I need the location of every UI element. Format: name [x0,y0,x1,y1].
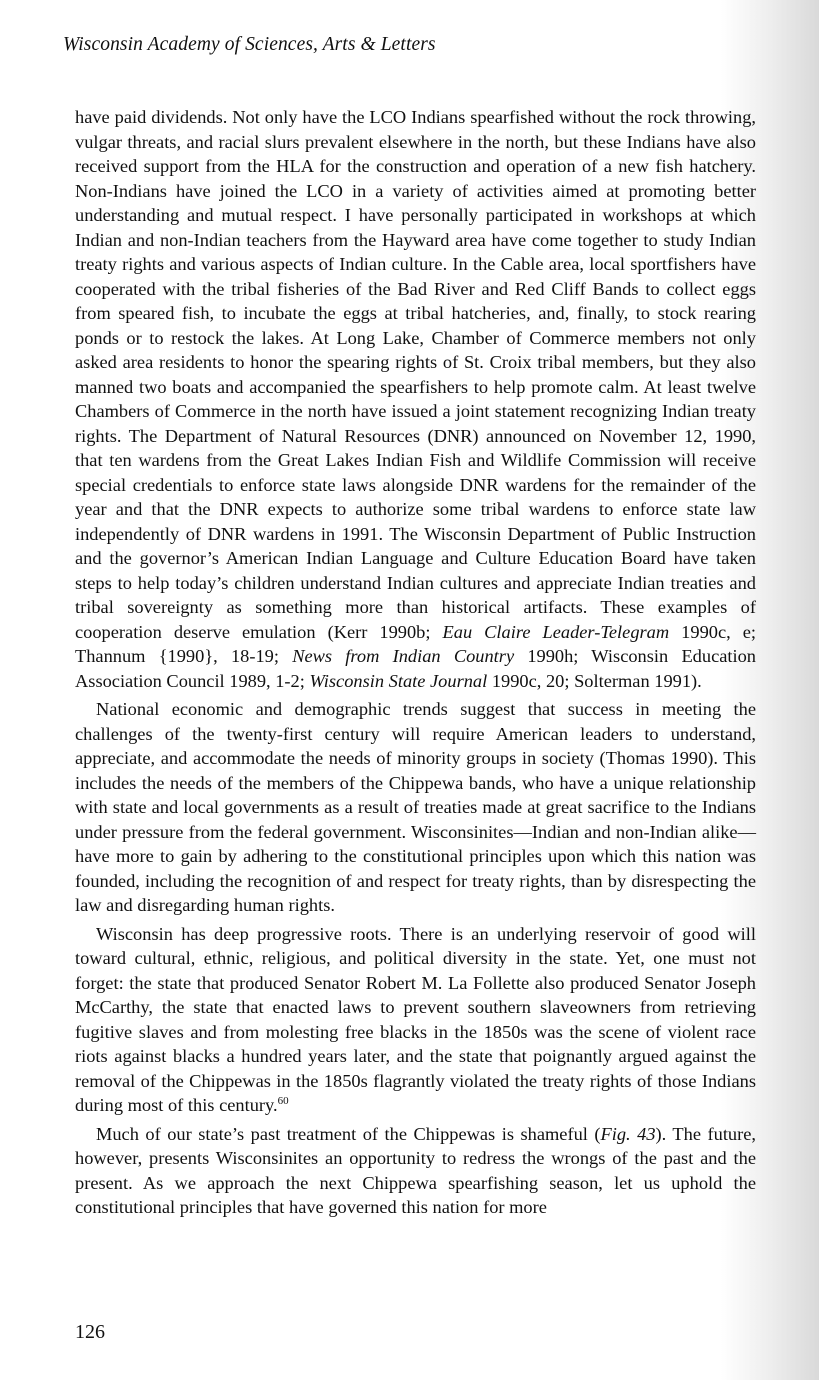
figure-reference: Fig. 43 [600,1123,656,1144]
paragraph-1-text-d: 1990c, 20; Solterman 1991). [487,670,702,691]
paragraph-3-text: Wisconsin has deep progressive roots. There is an underlying reservoir of good will toward cultural, ethnic, religious, and political diversity in the state. Yet, one must not forget: the state that produced Senator Robert M. La Follette also produced Senator Joseph McCarthy, the state that enacted laws to prevent southern slaveowners from retrieving fugitive slaves and from molesting free blacks in the 1850s was the scene of violent race riots against blacks a hundred years later, and the state that poignantly argued against the removal of the Chippewas in the 1850s flagrantly violated the treaty rights of those Indians during most of this century. [75,923,756,1115]
paragraph-2: National economic and demographic trends suggest that success in meeting the challenges of the twenty-first century will require American leaders to understand, appreciate, and accommodate the needs of minority groups in society (Thomas 1990). This includes the needs of the members of the Chippewa bands, who have a unique relationship with state and local governments as a result of treaties made at great sacrifice to the Indians under pressure from the federal government. Wisconsinites—Indian and non-Indian alike—have more to gain by adhering to the constitutional principles upon which this nation was founded, including the recognition of and respect for treaty rights, than by disrespecting the law and disregarding human rights. [75,699,756,915]
paragraph-3 [75,922,756,1118]
citation-eau-claire: Eau Claire Leader-Telegram [442,621,670,642]
paragraph-1-text-c: 1990h; Wisconsin Education Association Council 1989, 1-2; [75,646,756,691]
paragraph-1 [75,105,756,693]
page-number: 126 [75,1321,105,1343]
body-text [75,105,756,1224]
paragraph-4-text-b: ). The future, however, presents Wisconsinites an opportunity to redress the wrongs of the past and the present. As we approach the next Chippewa spearfishing season, let us uphold the constitutional principles that have governed this nation for more [75,1123,757,1217]
footnote-marker: 60 [277,1095,289,1107]
paragraph-4-text-a: Much of our state’s past treatment of the Chippewas is shameful ( [96,1123,601,1144]
paragraph-1-text-b: 1990c, e; Thannum {1990}, 18-19; [75,621,757,666]
citation-news-from-indian-country: News from Indian Country [292,646,515,666]
paragraph-4 [75,1122,756,1220]
running-header: Wisconsin Academy of Sciences, Arts & Letters [63,34,436,55]
citation-wisconsin-state-journal: Wisconsin State Journal [309,670,488,691]
paragraph-1-text-a: have paid dividends. Not only have the LCO Indians spearfished without the rock throwing, vulgar threats, and racial slurs prevalent elsewhere in the north, but these Indians have also received support from the HLA for the construction and operation of a new fish hatchery. Non-Indians have joined the LCO in a variety of activities aimed at promoting better understanding and mutual respect. I have personally participated in workshops at which Indian and non-Indian teachers from the Hayward area have come together to study Indian treaty rights and various aspects of Indian culture. In the Cable area, local sportfishers have cooperated with the tribal fisheries of the Bad River and Red Cliff Bands to collect eggs from speared fish, to incubate the eggs at tribal hatcheries, and, finally, to stock rearing ponds or to restock the lakes. At Long Lake, Chamber of Commerce members not only asked area residents to honor the spearing rights of St. Croix tribal members, but they also manned two boats and accompanied the spearfishers to help promote calm. At least twelve Chambers of Commerce in the north have issued a joint statement recognizing Indian treaty rights. The Department of Natural Resources (DNR) announced on November 12, 1990, that ten wardens from the Great Lakes Indian Fish and Wildlife Commission will receive special credentials to enforce state laws alongside DNR wardens for the remainder of the year and that the DNR expects to authorize some tribal wardens to enforce state law independently of DNR wardens in 1991. The Wisconsin Department of Public Instruction and the governor’s American Indian Language and Culture Education Board have taken steps to help today’s children understand Indian cultures and appreciate Indian treaties and tribal sovereignty as something more than historical artifacts. These examples of cooperation deserve emulation (Kerr 1990b; [75,107,756,642]
